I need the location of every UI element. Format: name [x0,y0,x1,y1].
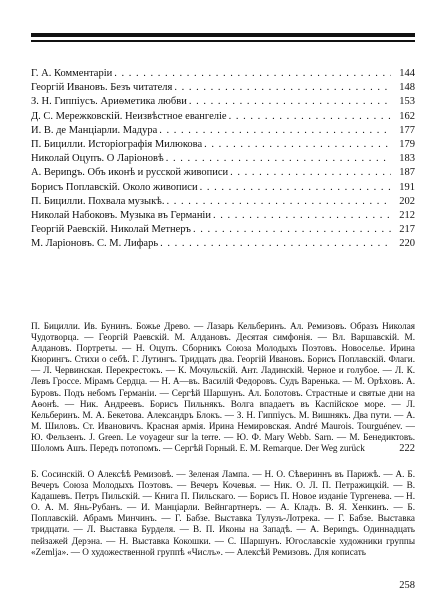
review-section-1-text: П. Бицилли. Ив. Бунинъ. Божье Древо. — Лазарь Кельберинъ. Ал. Ремизовъ. Образъ Николая Чудотворца. — Георгій Раевскій. М. Алдановъ. Десятая симфонія. — Вл. Варшавскій. М. Алдановъ. Портреты. — Н. Оцупъ. Сборникъ Союза Молодыхъ Поэтовъ. Новоселье. Ирина Кнорингъ. Стихи о себѣ. Г. Лутингъ. Тридцать два. Георгій Ивановъ. Борисъ Поплавскій. Флаги. — Л. Червинская. Перекрестокъ. — К. Мочульскій. Ант. Ладинскій. Черное и голубое. — Л. К. Левъ Гроссе. Мірамъ Сердца. — Н. А—въ. Василій Федоровъ. Судъ Варенька. — М. Орѣховъ. А. Буровъ. Подъ небомъ Германіи. — Сергѣй Шаршунъ. Ал. Болотовъ. Страстные и святые дни на Аѳонѣ. — Ник. Андреевъ. Борисъ Пильнякъ. Волга впадаетъ въ Каспійское море. — Л. Кельберинъ. М. А. Бекетова. Александръ Блокъ. — З. Н. Гиппіусъ. М. Вишнякъ. Два пути. — А. М. Шиловъ. Ст. Ивановичъ. Красная армія. Ирина Немировская. André Maurois. Tourguénev. — Ю. Фельзенъ. J. Green. Le voyageur sur la terre. — Ю. Ф. Mary Webb. Sarn. — М. Бенедиктовъ. Шоломъ Ашъ. Передъ потопомъ. — Сергѣй Горный. E. M. Remarque. Der Weg zurück [31,321,415,454]
toc-entry [31,166,415,180]
review-section-1 [31,321,415,454]
toc-leader-dots [160,237,391,251]
toc-leader-dots [193,223,391,237]
toc-entry [31,223,415,237]
review-section-2 [31,469,415,591]
toc-entry-title: А. Вериngъ. Объ иконѣ и русской живописи [31,167,229,179]
toc-entry [31,181,415,195]
toc-entry-title: Николай Набоковъ. Музыка въ Германіи [31,209,211,221]
toc-entry-title: М. Ларіоновъ. С. М. Лифарь [31,238,159,250]
toc-leader-dots [229,110,391,124]
toc-leader-dots [213,209,391,223]
toc-leader-dots [189,95,391,109]
review-section-2-page: 258 [399,580,415,591]
toc-entry-page: 183 [399,153,415,165]
toc-leader-dots [200,181,391,195]
toc-entry-page: 148 [399,82,415,94]
toc-entry-page: 162 [399,110,415,122]
toc-entry-title: П. Бицилли. Похвала музыкѣ. [31,195,165,207]
toc-leader-dots [166,152,391,166]
toc-leader-dots [230,166,391,180]
toc-entry [31,81,415,95]
toc-entry-page: 179 [399,138,415,150]
toc-entry [31,152,415,166]
toc-entry [31,209,415,223]
toc-entry [31,195,415,209]
toc-leader-dots [204,138,391,152]
toc-entry-title: П. Бицилли. Исторіографія Милюкова [31,138,203,150]
toc-leader-dots [114,67,391,81]
header-rule-thick [31,33,415,37]
toc-entry-page: 144 [399,68,415,79]
toc-entry-title: Георгій Раевскій. Николай Метнеръ [31,224,191,236]
toc-entry-title: И. В. де Манціарли. Мадура [31,124,158,136]
toc-entry-page: 217 [399,224,415,236]
toc-entry [31,67,415,81]
toc-entry-title: Николай Оцупъ. О Ларіоновѣ [31,153,164,165]
toc-leader-dots [167,195,391,209]
toc-entry-page: 177 [399,124,415,136]
toc-entry-title: З. Н. Гиппіусъ. Ариѳметика любви [31,96,187,108]
toc-entry-page: 212 [399,209,415,221]
toc-entry-title: Г. А. Комментаріи [31,68,113,79]
toc-entry-page: 220 [399,238,415,250]
toc-entry-page: 191 [399,181,415,193]
toc-entry-page: 202 [399,195,415,207]
toc-entry-title: Д. С. Мережковскій. Неизвѣстное евангеліе [31,110,227,122]
header-rule-thin [31,40,415,42]
review-section-2-text: Б. Сосинскій. О Алексѣѣ Ремизовѣ. — Зеленая Лампа. — Н. О. Сѣвериннъ въ Парижѣ. — А. Б. Вечеръ Союза Молодыхъ Поэтовъ. — Вечеръ Кочевья. — Ник. О. Л. П. Петражицкій. — В. Кадашевъ. Петръ Пильскій. — Книга П. Пильскаго. — Борисъ П. Новое изданіе Тургенева. — Н. О. А. М. Янь-Рубанъ. — И. Манціарли. Вейнгартнеръ. — А. Кладъ. В. Я. Хенкинъ. — Б. Поплавскій. Абрамъ Минчинъ. — Г. Бабзе. Выставка Тулузъ-Лотрека. — Г. Бабзе. Выставка тридцати. — Л. Выставка Бурделя. — В. П. Иконы на Западѣ. — А. Вериngъ. Одиннадцать пейзажей Дерэна. — Н. Выставка Кокошки. — С. Шаршунъ. Югославскіе художники группы «Zemlja». — О художественной группѣ «Числъ». — Алексѣй Ремизовъ. Для кописать [31,469,415,557]
toc-leader-dots [159,124,391,138]
table-of-contents [31,67,415,251]
toc-entry [31,110,415,124]
toc-entry-page: 153 [399,96,415,108]
review-section-1-page: 222 [399,443,415,454]
toc-entry-title: Борисъ Поплавскій. Около живописи [31,181,198,193]
toc-entry [31,237,415,251]
toc-entry [31,138,415,152]
toc-entry-page: 187 [399,167,415,179]
toc-entry [31,124,415,138]
toc-entry-title: Георгій Ивановъ. Безъ читателя [31,82,173,94]
toc-entry [31,95,415,109]
toc-leader-dots [174,81,391,95]
